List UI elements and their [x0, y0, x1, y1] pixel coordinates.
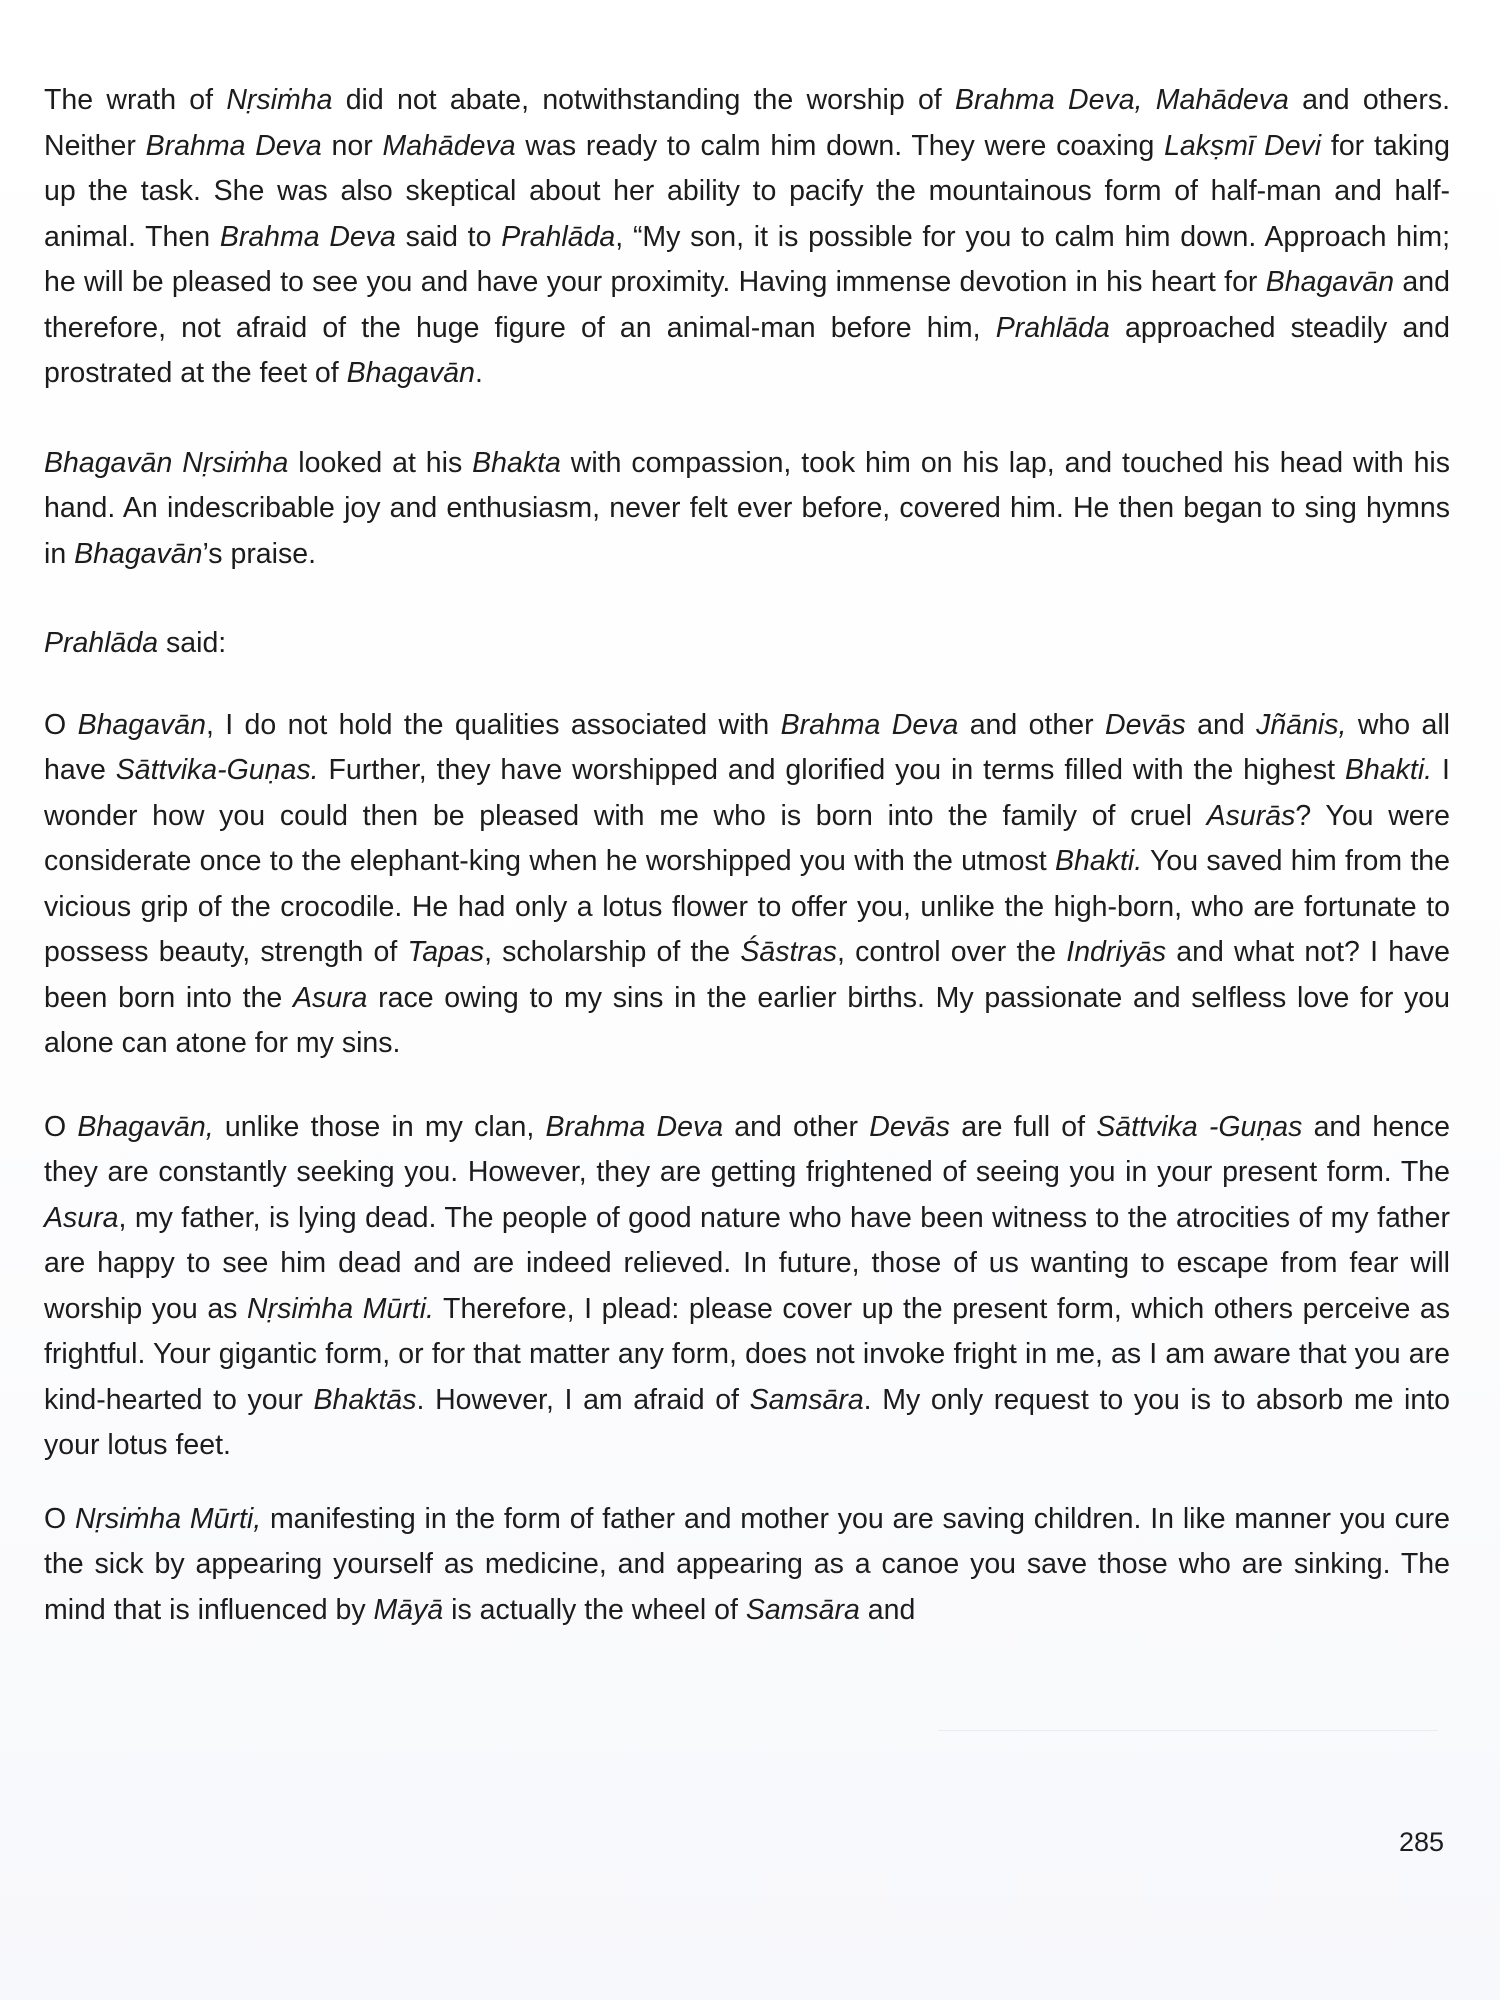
- text-run: . My only request to you is to absorb me into your lotus feet.: [44, 1383, 1450, 1461]
- italic-term: Prahlāda: [995, 311, 1110, 344]
- italic-term: Samsāra: [745, 1593, 860, 1626]
- text-run: and other: [723, 1110, 870, 1143]
- italic-term: Bhagavān: [1265, 266, 1395, 298]
- italic-term: Devās: [1105, 708, 1186, 741]
- italic-term: Śāstras: [740, 936, 837, 968]
- italic-term: Samsāra: [749, 1383, 864, 1416]
- text-run: , I do not hold the qualities associated with: [205, 708, 781, 741]
- italic-term: Nṛsiṁha Mūrti,: [74, 1502, 262, 1535]
- text-run: said to: [395, 220, 502, 253]
- text-run: said:: [158, 627, 227, 659]
- text-run: O: [44, 1110, 78, 1143]
- italic-term: Bhagavān: [74, 537, 203, 570]
- text-run: unlike those in my clan,: [213, 1110, 546, 1143]
- text-run: I wonder how you could then be pleased with me who is born into the family of cruel: [44, 754, 1450, 832]
- italic-term: Asura: [292, 981, 368, 1014]
- page-body: [44, 78, 1450, 1633]
- text-run: and: [1185, 708, 1257, 741]
- italic-term: Brahma Deva: [545, 1110, 724, 1143]
- text-run: . However, I am afraid of: [416, 1383, 750, 1416]
- italic-term: Bhakta: [472, 446, 561, 479]
- italic-term: Bhakti.: [1344, 754, 1433, 786]
- text-run: manifesting in the form of father and mother you are saving children. In like manner you cure the sick by appearing yourself as medicine, and appearing as a canoe you save those who are sinking. The mind that is influenced by: [44, 1502, 1451, 1626]
- text-run: with compassion, took him on his lap, and touched his head with his hand. An indescribable joy and enthusiasm, never felt ever before, covered him. He then began to sing hymns in: [44, 446, 1450, 570]
- italic-term: Nṛsiṁha Mūrti.: [247, 1292, 434, 1325]
- text-run: and hence they are constantly seeking you. However, they are getting frightened of seeing you in your present form. The: [44, 1110, 1450, 1188]
- paragraph-5: [44, 1105, 1450, 1469]
- italic-term: Brahma Deva: [780, 708, 959, 741]
- italic-term: Sāttvika-Guṇas.: [115, 754, 319, 786]
- italic-term: Tapas: [407, 936, 485, 968]
- italic-term: Devās: [869, 1110, 951, 1143]
- paragraph-1: [44, 78, 1450, 397]
- italic-term: Prahlāda: [44, 627, 159, 659]
- text-run: approached steadily and prostrated at the feet of: [44, 311, 1450, 389]
- text-run: and therefore, not afraid of the huge figure of an animal-man before him,: [44, 266, 1450, 344]
- italic-term: Nṛsiṁha: [226, 84, 333, 116]
- italic-term: Bhagavān: [77, 708, 206, 741]
- text-run: nor: [321, 129, 383, 162]
- italic-term: Brahma Deva: [145, 129, 322, 162]
- italic-term: Bhakti.: [1055, 845, 1143, 877]
- text-run: Further, they have worshipped and glorified you in terms filled with the highest: [318, 754, 1345, 786]
- text-run: looked at his: [288, 446, 473, 479]
- text-run: and others. Neither: [44, 84, 1451, 162]
- text-run: , control over the: [836, 936, 1067, 968]
- italic-term: Brahma Deva, Mahādeva: [954, 84, 1289, 116]
- text-run: , my father, is lying dead. The people of good nature who have been witness to the atrocities of my father are happy to see him dead and are indeed relieved. In future, those of us wanting to escape from fear will worship you as: [44, 1201, 1450, 1325]
- italic-term: Māyā: [373, 1593, 444, 1626]
- paragraph-4: [44, 703, 1450, 1067]
- text-run: was ready to calm him down. They were coaxing: [515, 129, 1165, 162]
- paragraph-2: [44, 441, 1450, 578]
- paragraph-3: [44, 621, 1450, 667]
- italic-term: Bhagavān Nṛsiṁha: [44, 446, 289, 479]
- text-run: .: [474, 357, 483, 389]
- italic-term: Sāttvika -Guṇas: [1096, 1110, 1303, 1143]
- paragraph-6: [44, 1497, 1450, 1634]
- text-run: is actually the wheel of: [443, 1593, 746, 1626]
- text-run: race owing to my sins in the earlier births. My passionate and selfless love for you alone can atone for my sins.: [44, 981, 1450, 1059]
- text-run: and: [859, 1593, 916, 1626]
- text-run: Therefore, I plead: please cover up the present form, which others perceive as frightful. Your gigantic form, or for that matter any form, does not invoke fright in me, as I am aware that you are kind-hearted to your: [44, 1292, 1451, 1416]
- italic-term: Mahādeva: [382, 129, 516, 162]
- text-run: who all have: [44, 708, 1451, 786]
- italic-term: Prahlāda: [501, 220, 616, 253]
- italic-term: Lakṣmī Devi: [1164, 129, 1322, 162]
- text-run: and what not? I have been born into the: [44, 936, 1451, 1014]
- italic-term: Asura: [44, 1201, 119, 1234]
- italic-term: Bhaktās: [313, 1383, 417, 1416]
- italic-term: Bhagavān: [346, 357, 475, 389]
- text-run: and other: [958, 708, 1105, 741]
- text-run: , scholarship of the: [484, 936, 741, 968]
- text-run: O: [44, 708, 78, 741]
- text-run: You saved him from the vicious grip of the crocodile. He had only a lotus flower to offer you, unlike the high-born, who are fortunate to possess beauty, strength of: [44, 845, 1451, 968]
- text-run: ’s praise.: [202, 537, 317, 570]
- text-run: , “My son, it is possible for you to calm him down. Approach him; he will be pleased to see you and have your proximity. Having immense devotion in his heart for: [44, 220, 1451, 298]
- text-run: for taking up the task. She was also skeptical about her ability to pacify the mountainous form of half-man and half-animal. Then: [44, 129, 1450, 253]
- text-run: did not abate, notwithstanding the worship of: [332, 84, 955, 116]
- text-run: The wrath of: [44, 84, 227, 116]
- italic-term: Brahma Deva: [219, 220, 396, 253]
- italic-term: Indriyās: [1066, 936, 1167, 968]
- italic-term: Asurās: [1206, 799, 1296, 832]
- text-run: O: [44, 1502, 75, 1535]
- text-run: are full of: [950, 1110, 1097, 1143]
- italic-term: Bhagavān,: [77, 1110, 214, 1143]
- page-number: 285: [1398, 1827, 1444, 1857]
- italic-term: Jñānis,: [1256, 708, 1347, 741]
- text-run: ? You were considerate once to the elephant-king when he worshipped you with the utmost: [44, 799, 1451, 877]
- faint-rule: [938, 1730, 1438, 1731]
